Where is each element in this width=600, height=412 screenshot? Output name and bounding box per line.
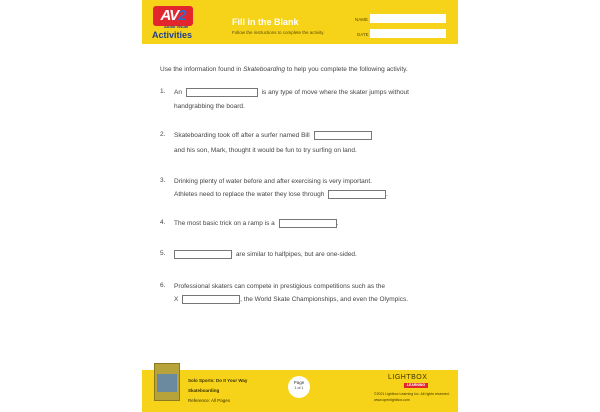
instruction-source: Skateboarding (243, 66, 286, 73)
question-1-line-2: handgrabbing the board. (174, 103, 245, 110)
worksheet-page (142, 0, 458, 412)
logo-av-text: AV (160, 7, 179, 24)
page-label: Page (293, 380, 305, 385)
question-1-text-b: is any type of move where the skater jumps without (261, 89, 409, 97)
question-4-blank[interactable] (279, 219, 337, 228)
page-number-badge (288, 376, 310, 398)
page-number: 1 of 1 (294, 386, 304, 390)
question-3-text-c: . (386, 191, 388, 199)
question-4-text-b: . (336, 220, 339, 228)
question-1-number: 1. (160, 88, 166, 95)
date-label: DATE (357, 32, 369, 37)
instruction-suffix: to help you complete the following activity. (285, 66, 408, 73)
question-3-text-b: Athletes need to replace the water they lose through (174, 191, 325, 199)
logo-tagline: Audio Visual (164, 24, 189, 29)
question-2-line-1 (174, 131, 372, 140)
question-4-number: 4. (160, 219, 166, 226)
question-5-number: 5. (160, 250, 166, 257)
question-5-line-1 (174, 250, 357, 259)
question-1-line-1 (174, 88, 409, 97)
av2-logo (150, 6, 202, 40)
question-1-blank[interactable] (186, 88, 258, 97)
copyright-text: ©2021 Lightbox Learning Inc. All rights reserved. (374, 392, 450, 396)
question-4-line-1 (174, 219, 338, 228)
question-3-line-1: Drinking plenty of water before and after exercising is very important. (174, 178, 372, 185)
name-label: NAME (355, 17, 369, 22)
logo-badge (153, 6, 193, 26)
footer-url: www.openlightbox.com (374, 398, 410, 402)
question-6-text-b: X (174, 296, 179, 304)
question-2-text-a: Skateboarding took off after a surfer named Bill (174, 132, 310, 140)
question-3-blank[interactable] (328, 190, 386, 199)
question-5-blank[interactable] (174, 250, 232, 259)
question-6-text-c: , the World Skate Championships, and even the Olympics. (240, 296, 409, 304)
date-field[interactable] (370, 29, 446, 38)
logo-activities: Activities (152, 30, 193, 40)
logo-two-text: 2 (178, 7, 186, 24)
page-subtitle: Follow the instructions to complete the activity. (232, 30, 325, 35)
question-6-blank[interactable] (182, 295, 240, 304)
question-5-text-a: are similar to halfpipes, but are one-sided. (235, 251, 357, 259)
footer-reference: Reference: All Pages (188, 398, 231, 403)
lightbox-logo: LIGHTBOX (388, 374, 428, 381)
question-6-line-1: Professional skaters can compete in prestigious competitions such as the (174, 283, 385, 290)
page-title: Fill in the Blank (232, 17, 299, 27)
question-2-line-2: and his son, Mark, thought it would be fun to try surfing on land. (174, 147, 357, 154)
instruction-text (160, 66, 408, 73)
question-2-blank[interactable] (314, 131, 372, 140)
lightbox-learning-tag: LEARNING (404, 383, 428, 388)
footer-series: Solo Sports: Do It Your Way (188, 378, 248, 383)
question-3-number: 3. (160, 177, 166, 184)
book-cover-image (157, 374, 177, 392)
instruction-prefix: Use the information found in (160, 66, 244, 73)
question-3-line-2 (174, 190, 388, 199)
question-6-number: 6. (160, 282, 166, 289)
question-1-text-a: An (174, 89, 182, 97)
footer-book-title: Skateboarding (188, 388, 220, 393)
name-field[interactable] (370, 14, 446, 23)
question-6-line-2 (174, 295, 408, 304)
question-2-number: 2. (160, 131, 166, 138)
question-4-text-a: The most basic trick on a ramp is a (174, 220, 275, 228)
book-cover-thumbnail (154, 363, 180, 401)
